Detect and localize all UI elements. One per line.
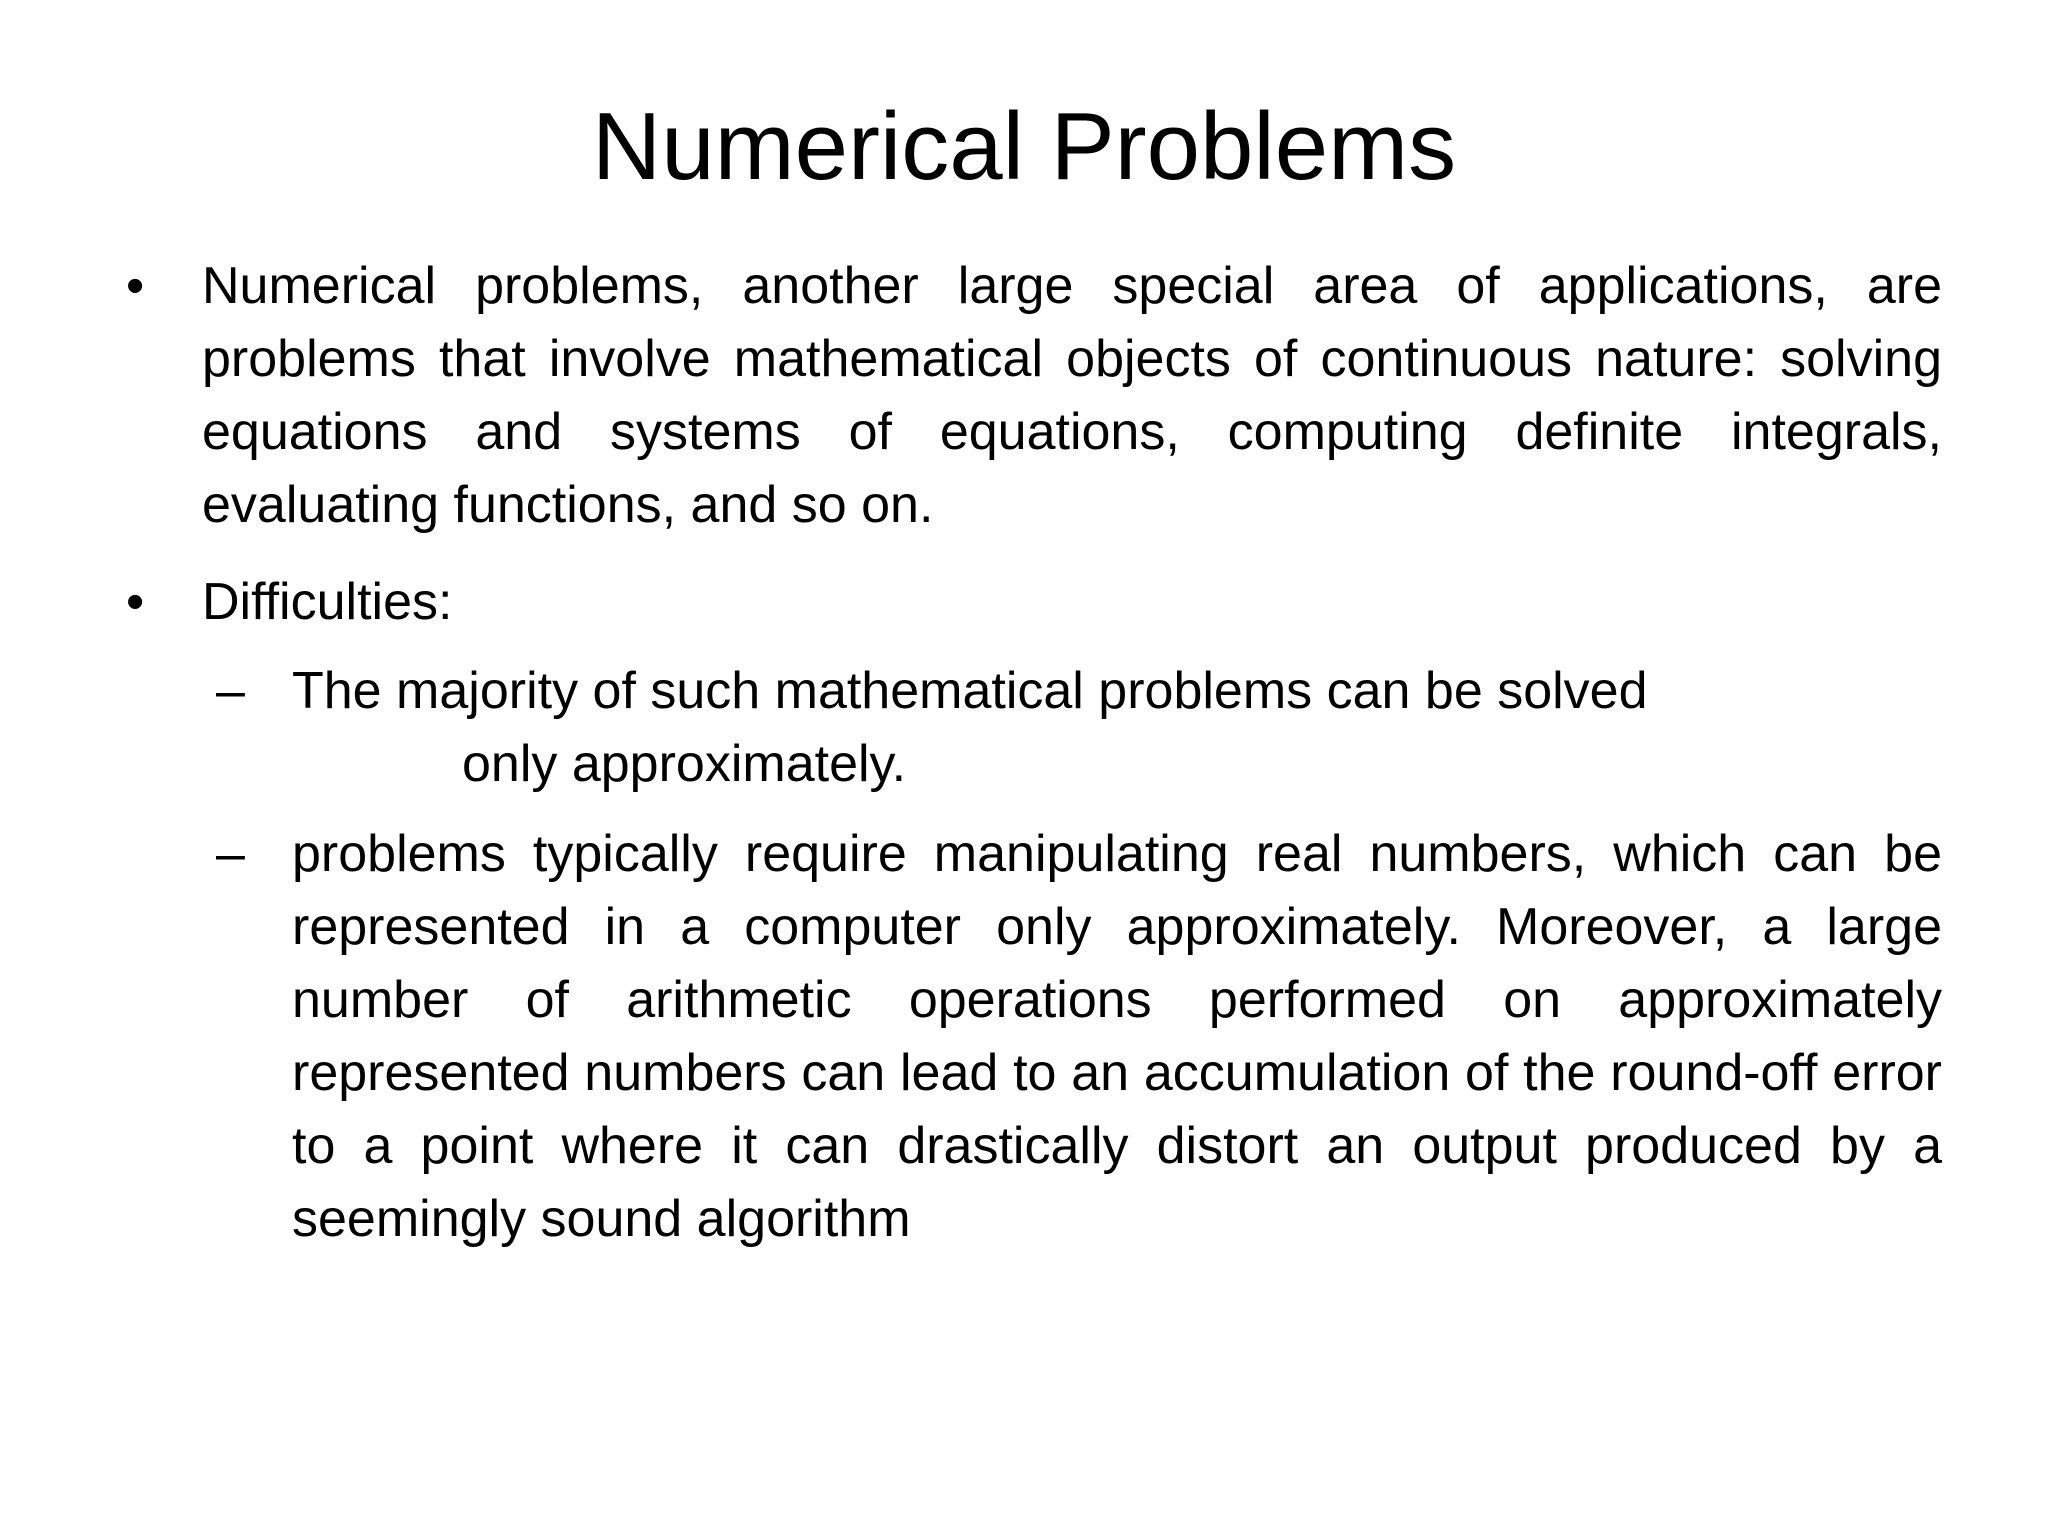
bullet-text-difficulties: Difficulties: [202,573,453,631]
sub-bullet-text-real-numbers: problems typically require manipulating real numbers, which can be represented in a computer only approximately. Moreover, a large number of arithmetic operations performed on approximately represented numbers can lead to an accumulation of the round-off error to a point where it can drastically distort an output produced by a seemingly sound algorithm [292,825,1942,1248]
bullet-marker: • [126,573,145,631]
sub-bullet-line-2: only approximately. [462,735,907,793]
slide-title: Numerical Problems [591,93,1457,200]
sub-bullet-line-1: The majority of such mathematical problems can be solved [292,662,1648,720]
sub-bullet-marker: – [216,825,245,883]
sub-bullet-marker: – [216,662,245,720]
sub-bullet-text-majority [292,655,1952,801]
bullet-marker: • [126,257,145,315]
bullet-text-numerical-problems: Numerical problems, another large special area of applications, are problems that involve mathematical objects of continuous nature: solving equations and systems of equations, computing definite integrals, evaluating functions, and so on. [202,257,1942,534]
